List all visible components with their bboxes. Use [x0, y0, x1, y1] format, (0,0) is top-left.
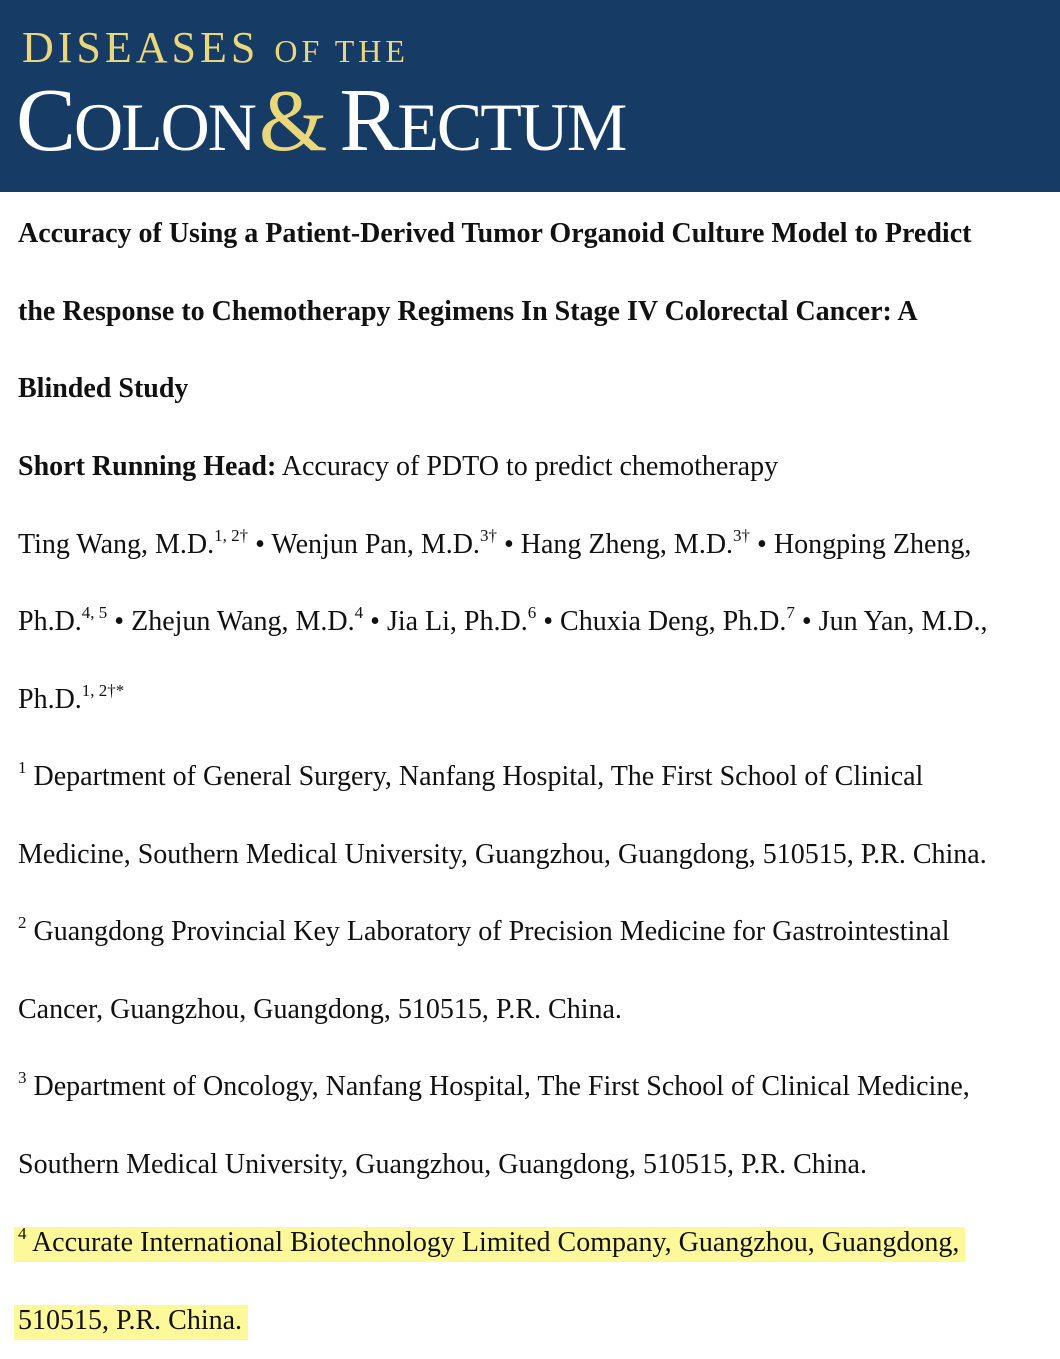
journal-name-line1: DISEASES OF THE	[22, 23, 409, 72]
affiliation-1-line-2: Medicine, Southern Medical University, Guangzhou, Guangdong, 510515, P.R. China.	[18, 839, 987, 870]
authors-line-2: Ph.D.$^{4, 5}$ • Zhejun Wang, M.D.$^4$ • Jia Li, Ph.D.$^6$ • Chuxia Deng, Ph.D.$^7$ • Jun Yan, M.D.,	[18, 603, 988, 637]
highlighted-affiliation-4-line-1: $^4$ Accurate International Biotechnology Limited Company, Guangzhou, Guangdong,	[14, 1227, 965, 1262]
running-head-label: Short Running Head:	[18, 451, 277, 482]
affiliation-2-line-2: Cancer, Guangzhou, Guangdong, 510515, P.R. China.	[18, 994, 622, 1025]
running-head-text: Accuracy of PDTO to predict chemotherapy	[281, 451, 779, 482]
journal-masthead	[0, 0, 1060, 192]
affiliation-4-line-1	[18, 1225, 965, 1261]
authors-line-1: Ting Wang, M.D.$^{1, 2\dagger}$ • Wenjun Pan, M.D.$^{3\dagger}$ • Hang Zheng, M.D.$^{3\dagger}$ • Hongping Zheng,	[18, 526, 972, 560]
affiliation-2-line-1: $^2$ Guangdong Provincial Key Laboratory of Precision Medicine for Gastrointestinal	[18, 913, 950, 947]
authors-line-3: Ph.D.$^{1, 2\dagger*}$	[18, 681, 125, 715]
running-head	[18, 449, 778, 485]
article-title-line-2: the Response to Chemotherapy Regimens In Stage IV Colorectal Cancer: A	[18, 296, 918, 327]
affiliation-3-line-2: Southern Medical University, Guangzhou, Guangdong, 510515, P.R. China.	[18, 1149, 867, 1180]
article-title-line-3: Blinded Study	[18, 373, 189, 404]
affiliation-3-line-1: $^3$ Department of Oncology, Nanfang Hospital, The First School of Clinical Medicine,	[18, 1068, 970, 1102]
article-title-line-1: Accuracy of Using a Patient-Derived Tumor Organoid Culture Model to Predict	[18, 218, 972, 249]
journal-name-line2: COLON& RECTUM	[16, 71, 626, 170]
affiliation-4-line-2	[18, 1303, 248, 1339]
ampersand: &	[258, 73, 326, 170]
highlighted-affiliation-4-line-2: 510515, P.R. China.	[14, 1305, 248, 1340]
affiliation-1-line-1: $^1$ Department of General Surgery, Nanfang Hospital, The First School of Clinical	[18, 758, 924, 792]
